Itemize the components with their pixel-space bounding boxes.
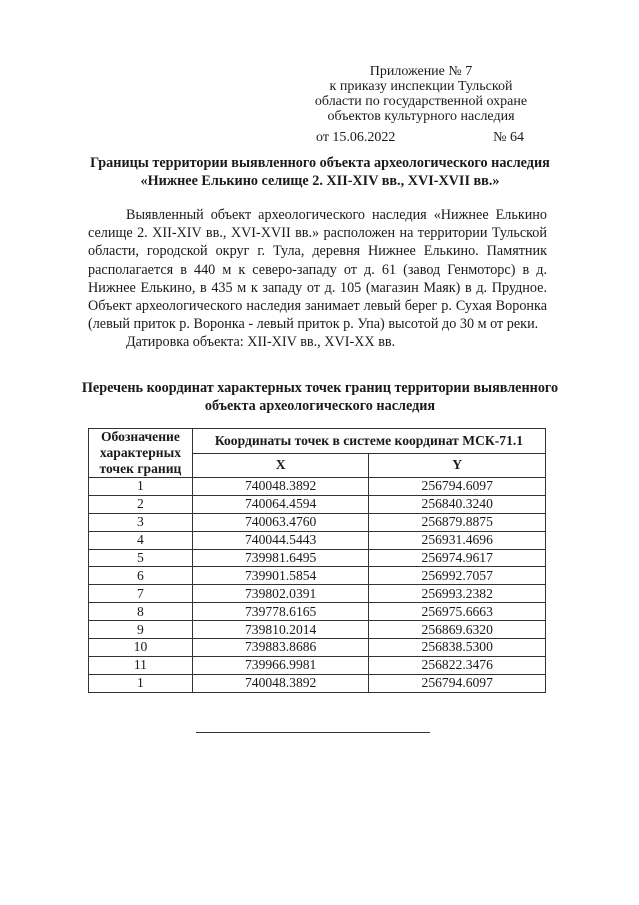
- table-row: [89, 513, 546, 531]
- point-number-cell: 5: [89, 549, 193, 567]
- x-coordinate-cell: 739883.8686: [192, 639, 369, 657]
- x-coordinate-cell: 739966.9981: [192, 656, 369, 674]
- appendix-number: Приложение № 7: [369, 64, 473, 79]
- x-coordinate-cell: 740063.4760: [192, 513, 369, 531]
- table-row: [89, 639, 546, 657]
- point-number-cell: 11: [89, 656, 193, 674]
- y-coordinate-cell: 256840.3240: [369, 495, 546, 513]
- point-number-cell: 2: [89, 495, 193, 513]
- y-coordinate-cell: 256869.6320: [369, 621, 546, 639]
- x-coordinate-cell: 739802.0391: [192, 585, 369, 603]
- y-coordinate-cell: 256992.7057: [369, 567, 546, 585]
- point-number-cell: 6: [89, 567, 193, 585]
- y-column-header: Y: [369, 453, 546, 478]
- x-coordinate-cell: 739778.6165: [192, 603, 369, 621]
- point-number-cell: 9: [89, 621, 193, 639]
- point-number-cell: 3: [89, 513, 193, 531]
- order-number: № 64: [493, 130, 524, 145]
- appendix-order-line: к приказу инспекции Тульской: [329, 79, 513, 94]
- appendix-date-row: [296, 130, 546, 145]
- table-row: [89, 567, 546, 585]
- x-coordinate-cell: 740044.5443: [192, 531, 369, 549]
- coordinates-table-body: [89, 478, 546, 693]
- document-title: Границы территории выявленного объекта археологического наследия «Нижнее Елькино селище 2. XII-XIV вв., XVI-XVII вв.»: [90, 155, 550, 189]
- coordinates-list-title: Перечень координат характерных точек границ территории выявленного объекта археологического наследия: [81, 380, 559, 414]
- signature-divider: [196, 732, 430, 733]
- table-row: [89, 478, 546, 496]
- table-row: [89, 621, 546, 639]
- coordinate-system-header: Координаты точек в системе координат МСК-71.1: [192, 429, 545, 454]
- x-coordinate-cell: 740048.3892: [192, 478, 369, 496]
- y-coordinate-cell: 256975.6663: [369, 603, 546, 621]
- description-text: [88, 206, 547, 352]
- table-row: [89, 549, 546, 567]
- point-number-cell: 7: [89, 585, 193, 603]
- table-row: [89, 656, 546, 674]
- y-coordinate-cell: 256822.3476: [369, 656, 546, 674]
- appendix-header: [296, 64, 546, 145]
- x-coordinate-cell: 739810.2014: [192, 621, 369, 639]
- table-row: [89, 674, 546, 692]
- point-number-cell: 1: [89, 478, 193, 496]
- order-date: от 15.06.2022: [316, 130, 396, 145]
- table-row: [89, 603, 546, 621]
- x-column-header: X: [192, 453, 369, 478]
- dating-paragraph: Датировка объекта: XII-XIV вв., XVI-XX вв.: [126, 334, 396, 351]
- point-number-cell: 8: [89, 603, 193, 621]
- point-designation-header: Обозначение характерных точек границ: [89, 429, 193, 478]
- y-coordinate-cell: 256931.4696: [369, 531, 546, 549]
- y-coordinate-cell: 256794.6097: [369, 674, 546, 692]
- point-number-cell: 10: [89, 639, 193, 657]
- point-number-cell: 4: [89, 531, 193, 549]
- description-paragraph: Выявленный объект археологического наследия «Нижнее Елькино селище 2. XII-XIV вв., XVI-XVII вв.» расположен на территории Тульской области, городской округ г. Тула, деревня Нижнее Елькино. Памятник располагается в 440 м к северо-западу от д. 61 (завод Генмоторс) в д. Нижнее Елькино, в 435 м к западу от д. 105 (магазин Маяк) в д. Прудное. Объект археологического наследия занимает левый берег р. Сухая Воронка (левый приток р. Воронка - левый приток р. Упа) высотой до 30 м от реки.: [88, 207, 547, 333]
- table-row: [89, 585, 546, 603]
- x-coordinate-cell: 740048.3892: [192, 674, 369, 692]
- appendix-authority-line: области по государственной охране: [314, 94, 528, 109]
- coordinates-table: [88, 428, 546, 693]
- table-row: [89, 495, 546, 513]
- x-coordinate-cell: 739901.5854: [192, 567, 369, 585]
- y-coordinate-cell: 256794.6097: [369, 478, 546, 496]
- y-coordinate-cell: 256879.8875: [369, 513, 546, 531]
- y-coordinate-cell: 256974.9617: [369, 549, 546, 567]
- y-coordinate-cell: 256993.2382: [369, 585, 546, 603]
- x-coordinate-cell: 740064.4594: [192, 495, 369, 513]
- x-coordinate-cell: 739981.6495: [192, 549, 369, 567]
- appendix-heritage-line: объектов культурного наследия: [327, 109, 515, 124]
- point-number-cell: 1: [89, 674, 193, 692]
- table-row: [89, 531, 546, 549]
- y-coordinate-cell: 256838.5300: [369, 639, 546, 657]
